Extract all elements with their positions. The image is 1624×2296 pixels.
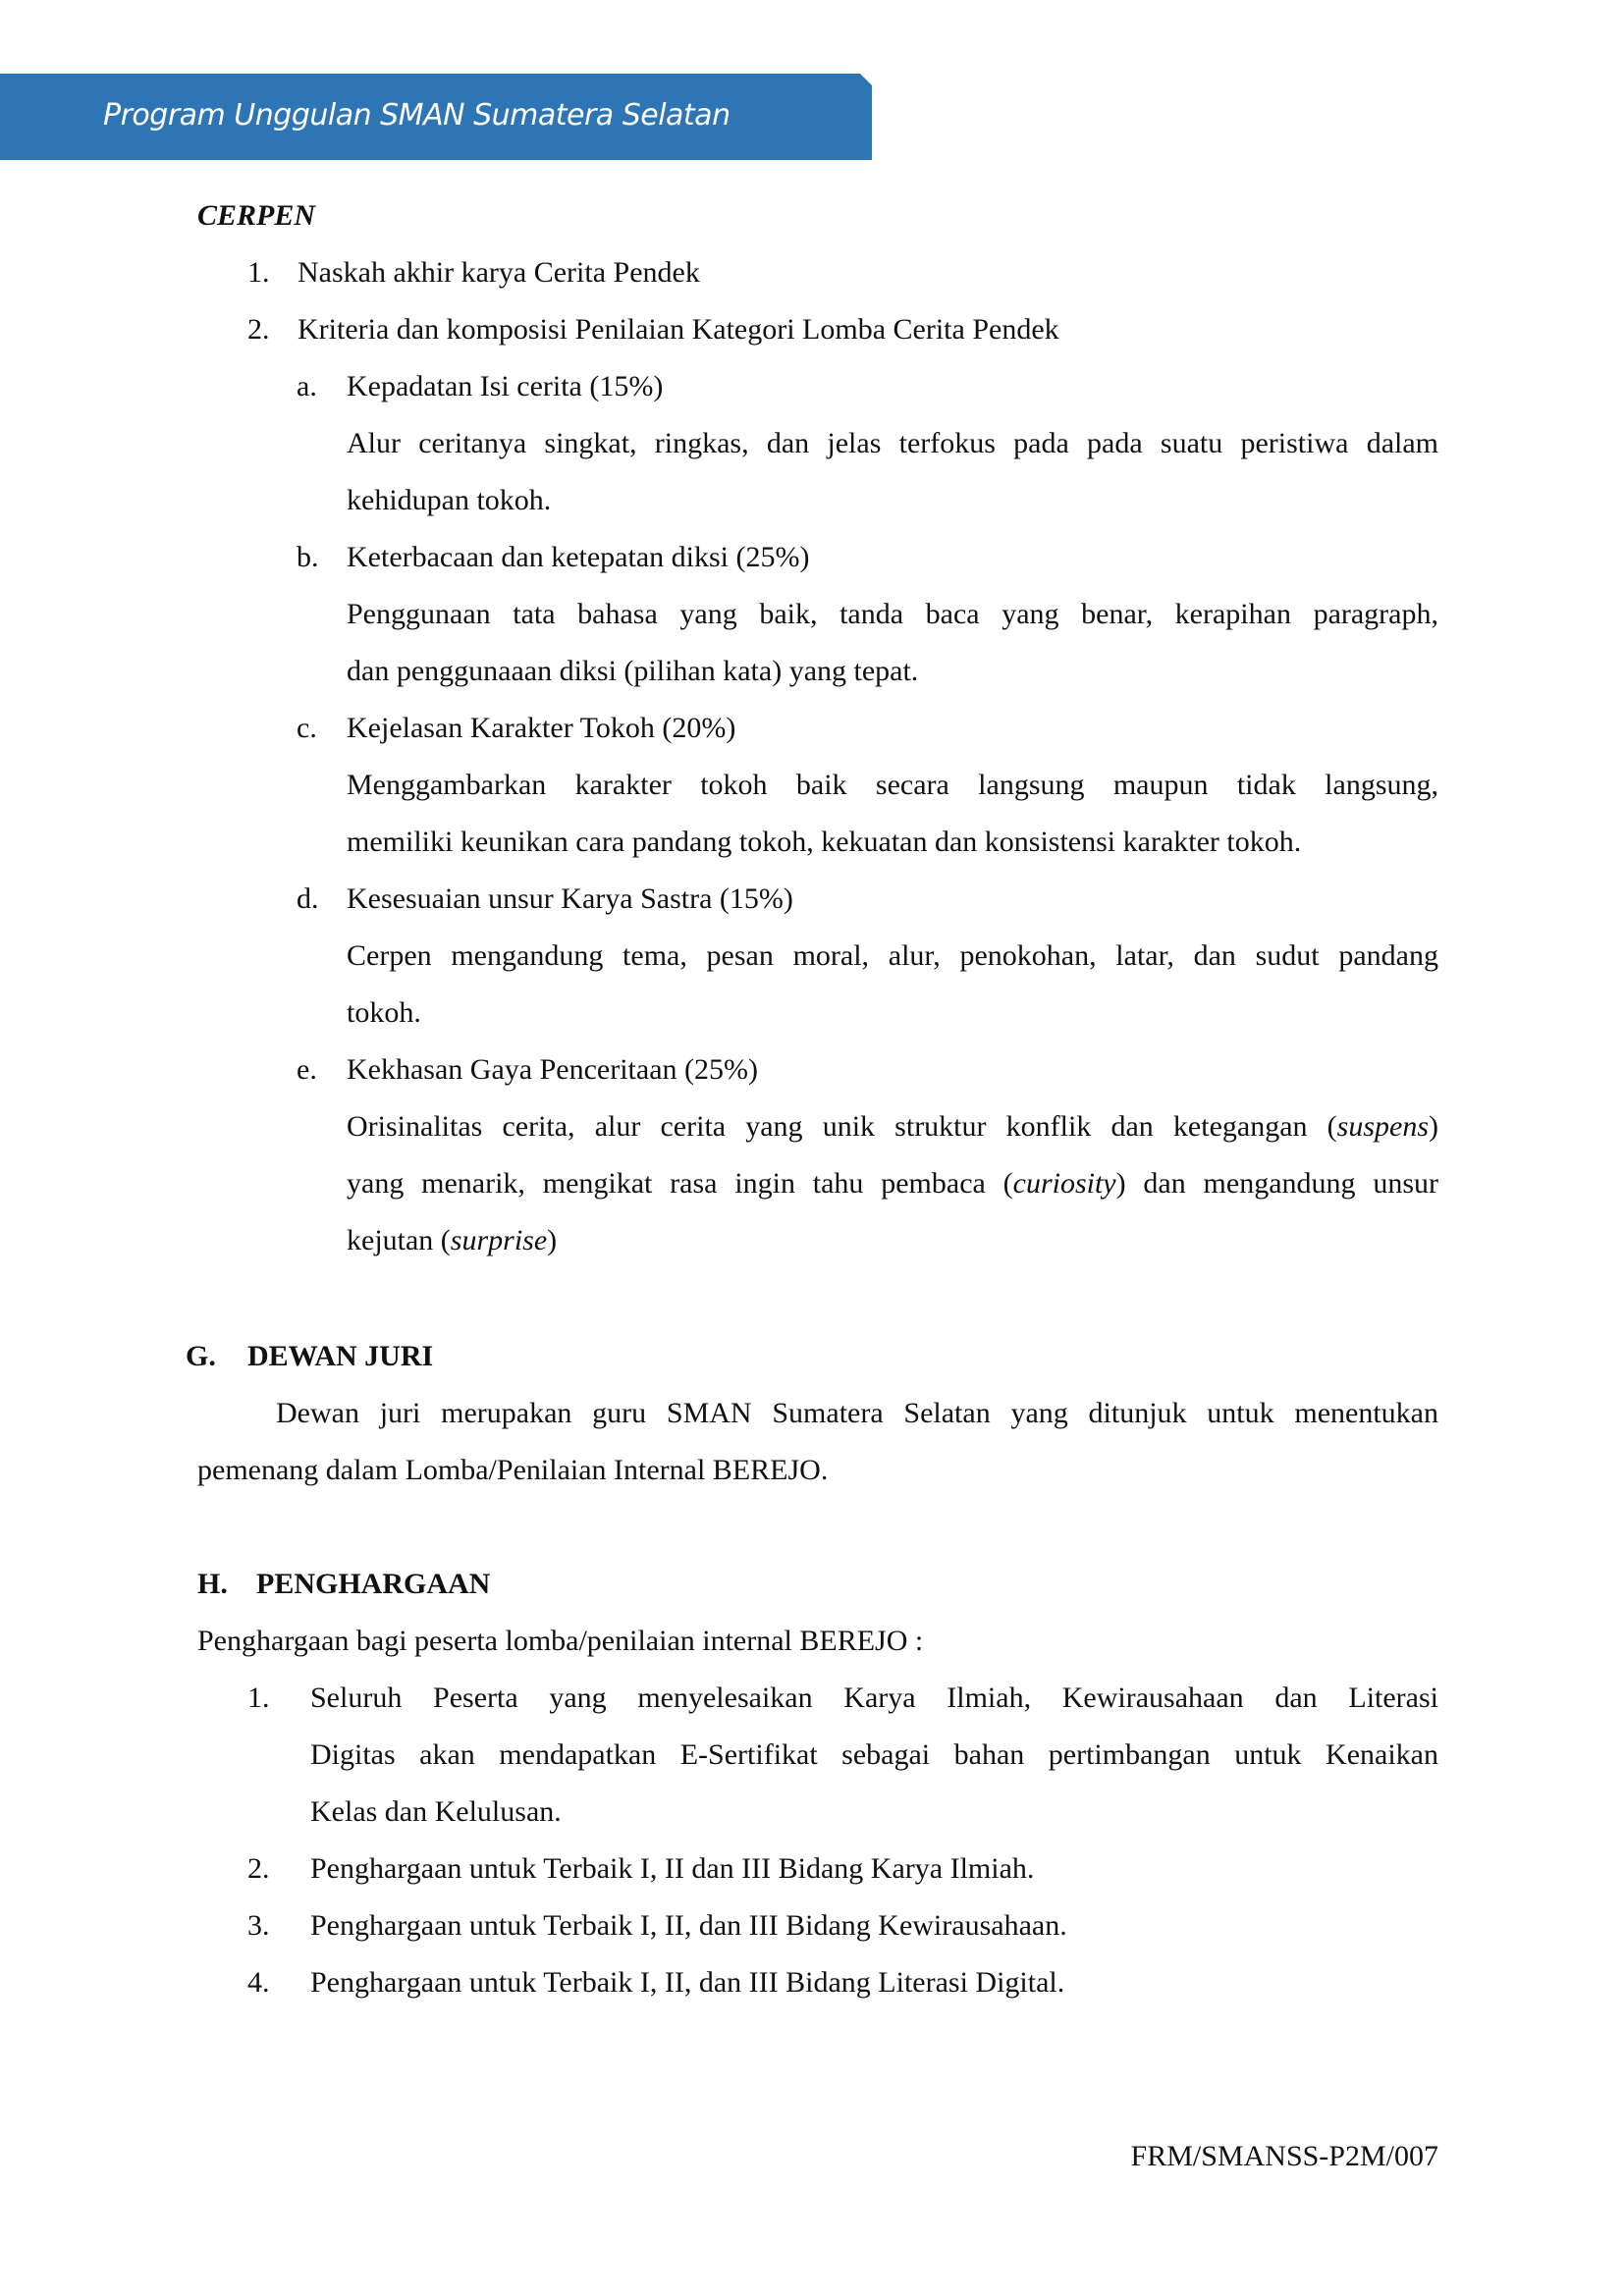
banner-title: Program Unggulan SMAN Sumatera Selatan xyxy=(103,98,731,133)
award-item-number: 2. xyxy=(247,1852,270,1885)
award-item-line: Digitas akan mendapatkan E-Sertifikat sebagai bahan pertimbangan untuk Kenaikan xyxy=(310,1738,1438,1771)
criteria-title: Kekhasan Gaya Penceritaan (25%) xyxy=(347,1053,758,1086)
cerpen-heading: CERPEN xyxy=(197,199,316,232)
section-intro: Penghargaan bagi peserta lomba/penilaian internal BEREJO : xyxy=(197,1625,924,1657)
criteria-description-line: yang menarik, mengikat rasa ingin tahu pembaca (curiosity) dan mengandung unsur xyxy=(347,1167,1438,1200)
section-paragraph-line: pemenang dalam Lomba/Penilaian Internal BEREJO. xyxy=(197,1454,829,1486)
criteria-description-line: Alur ceritanya singkat, ringkas, dan jelas terfokus pada pada suatu peristiwa dalam xyxy=(347,427,1438,459)
award-item-number: 4. xyxy=(247,1966,270,1999)
italic-term: suspens xyxy=(1336,1110,1429,1143)
criteria-description-line: Penggunaan tata bahasa yang baik, tanda baca yang benar, kerapihan paragraph, xyxy=(347,598,1438,630)
criteria-description-line: kehidupan tokoh. xyxy=(347,484,552,516)
criteria-description-line: Menggambarkan karakter tokoh baik secara langsung maupun tidak langsung, xyxy=(347,769,1438,801)
criteria-description-line: memiliki keunikan cara pandang tokoh, kekuatan dan konsistensi karakter tokoh. xyxy=(347,826,1302,858)
cerpen-item-number: 2. xyxy=(247,313,270,346)
criteria-letter: e. xyxy=(297,1053,317,1086)
criteria-letter: c. xyxy=(297,712,317,744)
award-item-line: Penghargaan untuk Terbaik I, II dan III Bidang Karya Ilmiah. xyxy=(310,1852,1035,1885)
italic-term: curiosity xyxy=(1012,1167,1116,1200)
italic-term: surprise xyxy=(450,1224,548,1256)
criteria-letter: a. xyxy=(297,370,317,402)
criteria-description-line: dan penggunaaan diksi (pilihan kata) yang tepat. xyxy=(347,655,919,687)
document-code: FRM/SMANSS-P2M/007 xyxy=(1130,2140,1438,2172)
section-letter: H. xyxy=(197,1568,228,1600)
award-item-number: 3. xyxy=(247,1909,270,1942)
criteria-title: Keterbacaan dan ketepatan diksi (25%) xyxy=(347,541,810,573)
section-title: DEWAN JURI xyxy=(247,1340,434,1372)
cerpen-item-text: Naskah akhir karya Cerita Pendek xyxy=(298,256,700,289)
section-letter: G. xyxy=(186,1340,216,1372)
cerpen-item-text: Kriteria dan komposisi Penilaian Kategori Lomba Cerita Pendek xyxy=(298,313,1059,346)
award-item-number: 1. xyxy=(247,1682,270,1714)
criteria-description-line: tokoh. xyxy=(347,996,421,1029)
section-title: PENGHARGAAN xyxy=(256,1568,491,1600)
award-item-line: Seluruh Peserta yang menyelesaikan Karya Ilmiah, Kewirausahaan dan Literasi xyxy=(310,1682,1438,1714)
criteria-description-line: kejutan (surprise) xyxy=(347,1224,558,1256)
award-item-line: Kelas dan Kelulusan. xyxy=(310,1795,562,1828)
criteria-title: Kepadatan Isi cerita (15%) xyxy=(347,370,664,402)
section-paragraph-line: Dewan juri merupakan guru SMAN Sumatera Selatan yang ditunjuk untuk menentukan xyxy=(276,1397,1438,1429)
criteria-title: Kejelasan Karakter Tokoh (20%) xyxy=(347,712,736,744)
criteria-letter: d. xyxy=(297,882,319,915)
criteria-title: Kesesuaian unsur Karya Sastra (15%) xyxy=(347,882,793,915)
award-item-line: Penghargaan untuk Terbaik I, II, dan III Bidang Literasi Digital. xyxy=(310,1966,1065,1999)
criteria-description-line: Cerpen mengandung tema, pesan moral, alur, penokohan, latar, dan sudut pandang xyxy=(347,939,1438,972)
criteria-letter: b. xyxy=(297,541,319,573)
award-item-line: Penghargaan untuk Terbaik I, II, dan III Bidang Kewirausahaan. xyxy=(310,1909,1067,1942)
cerpen-item-number: 1. xyxy=(247,256,270,289)
criteria-description-line: Orisinalitas cerita, alur cerita yang unik struktur konflik dan ketegangan (suspens) xyxy=(347,1110,1438,1143)
